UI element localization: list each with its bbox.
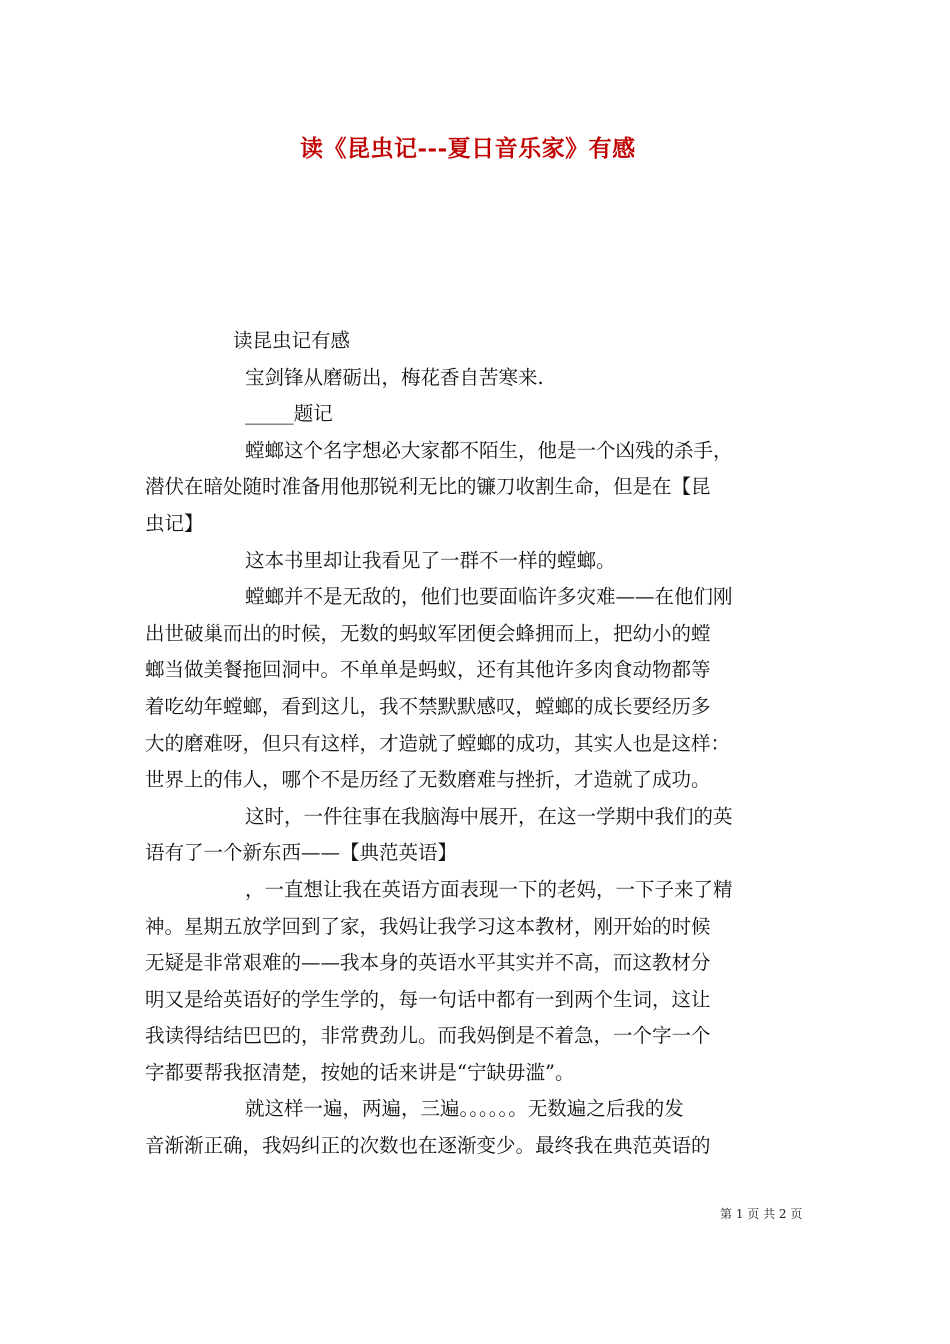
paragraph-line: ，一直想让我在英语方面表现一下的老妈，一下子来了精: [245, 877, 733, 901]
paragraph-line: 螳螂这个名字想必大家都不陌生，他是一个凶残的杀手，: [245, 438, 733, 462]
paragraph-line: 出世破巢而出的时候，无数的蚂蚁军团便会蜂拥而上，把幼小的螳: [145, 621, 711, 645]
paragraph-line: 螂当做美餐拖回洞中。不单单是蚂蚁，还有其他许多肉食动物都等: [145, 658, 711, 682]
paragraph-line: 这本书里却让我看见了一群不一样的螳螂。: [245, 548, 616, 572]
paragraph-line: 虫记】: [145, 511, 204, 535]
paragraph-line: 语有了一个新东西——【典范英语】: [145, 841, 458, 865]
paragraph-line: 螳螂并不是无敌的，他们也要面临许多灾难——在他们刚: [245, 585, 733, 609]
paragraph-line: 我读得结结巴巴的，非常费劲儿。而我妈倒是不着急，一个字一个: [145, 1024, 711, 1048]
paragraph-line: 明又是给英语好的学生学的，每一句话中都有一到两个生词，这让: [145, 987, 711, 1011]
epigraph-attribution: _____题记: [245, 402, 333, 426]
epigraph-line: 宝剑锋从磨砺出，梅花香自苦寒来.: [245, 365, 544, 389]
subtitle-line: 读昆虫记有感: [233, 329, 351, 352]
paragraph-line: 无疑是非常艰难的——我本身的英语水平其实并不高，而这教材分: [145, 951, 711, 975]
paragraph-line: 着吃幼年螳螂，看到这儿，我不禁默默感叹，螳螂的成长要经历多: [145, 694, 711, 718]
document-title: 读《昆虫记---夏日音乐家》有感: [300, 135, 636, 162]
paragraph-line: 就这样一遍，两遍，三遍。。。。。。无数遍之后我的发: [245, 1097, 684, 1121]
paragraph-line: 音渐渐正确，我妈纠正的次数也在逐渐变少。最终我在典范英语的: [145, 1134, 711, 1158]
paragraph-line: 这时，一件往事在我脑海中展开，在这一学期中我们的英: [245, 804, 733, 828]
paragraph-line: 潜伏在暗处随时准备用他那锐利无比的镰刀收割生命，但是在【昆: [145, 475, 711, 499]
document-body: [145, 323, 817, 1165]
paragraph-line: 大的磨难呀，但只有这样，才造就了螳螂的成功，其实人也是这样：: [145, 731, 731, 755]
paragraph-line: 神。星期五放学回到了家，我妈让我学习这本教材，刚开始的时候: [145, 914, 711, 938]
page-footer: 第 1 页 共 2 页: [720, 1207, 803, 1221]
paragraph-line: 世界上的伟人，哪个不是历经了无数磨难与挫折，才造就了成功。: [145, 768, 711, 792]
paragraph-line: 字都要帮我抠清楚，按她的话来讲是“宁缺毋滥”。: [145, 1060, 575, 1084]
